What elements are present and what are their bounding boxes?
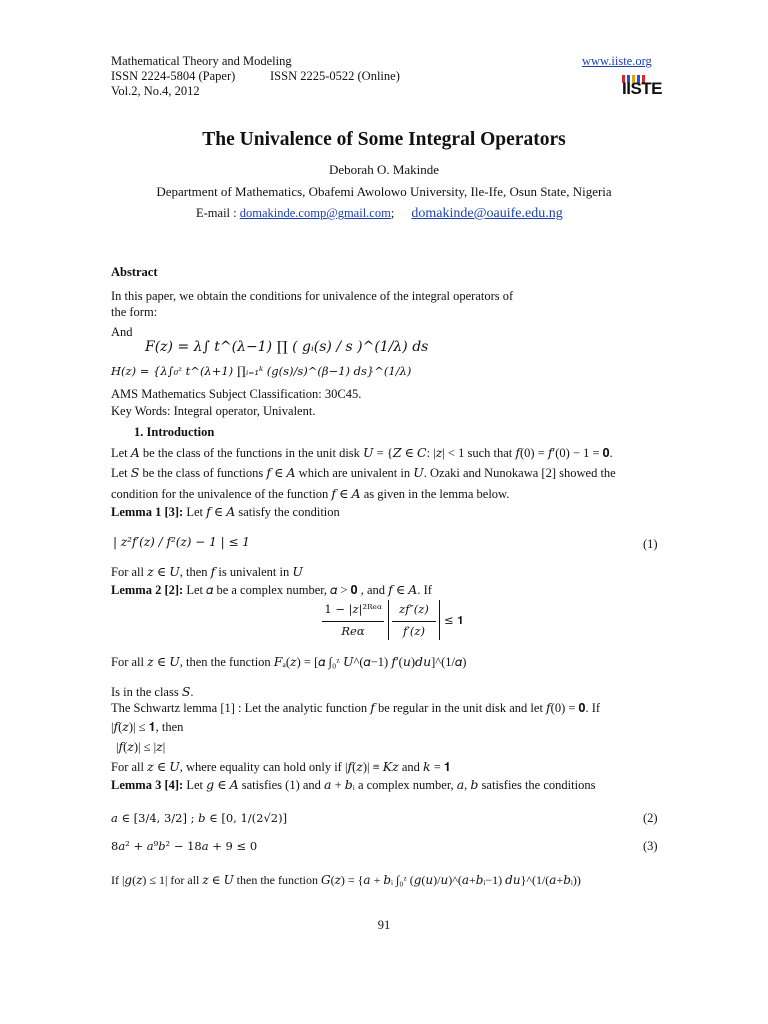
lemma-1	[111, 505, 340, 520]
lemma-2-inner-denominator: 𝑓′(𝑧)	[403, 624, 425, 638]
email-line	[196, 206, 563, 222]
intro-line-3: condition for the univalence of the function 𝑓 ∈ 𝐴 as given in the lemma below.	[111, 487, 510, 501]
section-heading-introduction: 1. Introduction	[134, 425, 215, 439]
equation-F: F(z) = λ∫ t^(λ−1) ∏ ( gᵢ(s) / s )^(1/λ) ds	[145, 339, 429, 355]
affiliation: Department of Mathematics, Obafemi Awolowo University, Ile-Ife, Osun State, Nigeria	[156, 184, 612, 199]
lemma-3-label: Lemma 3 [4]:	[111, 778, 184, 792]
lemma-2	[111, 583, 432, 598]
equation-2-number: (2)	[643, 811, 658, 825]
equation-1-number: (1)	[643, 537, 658, 551]
lemma-1-label: Lemma 1 [3]:	[111, 505, 184, 519]
fraction-bar	[322, 621, 384, 622]
class-s-line: Is in the class 𝑆.	[111, 685, 194, 699]
equation-1: | z²f′(z) / f²(z) − 1 | ≤ 1	[113, 535, 250, 549]
lemma-2-denominator: 𝑅𝑒𝛼	[341, 624, 365, 638]
lemma-2-rhs: ≤ 𝟏	[444, 613, 464, 627]
lemma-3	[111, 778, 595, 793]
abstract-and: And	[111, 325, 133, 339]
email-separator: ;	[390, 206, 395, 220]
equation-3: 8𝑎² + 𝑎⁹𝑏² − 18𝑎 + 9 ≤ 0	[111, 839, 258, 853]
iiste-logo	[622, 70, 662, 104]
schwartz-line-3: |𝑓(𝑧)| ≤ |𝑧|	[116, 740, 166, 754]
author-name: Deborah O. Makinde	[328, 162, 440, 177]
email-label: E-mail :	[196, 206, 240, 220]
abstract-heading: Abstract	[111, 265, 158, 279]
lemma-2-equation	[322, 602, 462, 642]
lemma-1-text: Let 𝑓 ∈ 𝐴 satisfy the condition	[183, 505, 340, 519]
journal-name: Mathematical Theory and Modeling	[111, 54, 292, 68]
equation-2: 𝑎 ∈ [3/4, 3/2] ; 𝑏 ∈ [0, 1/(2√2)]	[111, 811, 288, 825]
volume-info: Vol.2, No.4, 2012	[111, 84, 200, 98]
logo-text: IISTE	[622, 79, 663, 98]
keywords: Key Words: Integral operator, Univalent.	[111, 404, 316, 418]
paper-title: The Univalence of Some Integral Operators	[202, 129, 566, 150]
fraction-bar-inner	[392, 621, 436, 622]
schwartz-line-2: |𝑓(𝑧)| ≤ 𝟏, then	[111, 720, 184, 734]
intro-line-2: Let 𝑆 be the class of functions 𝑓 ∈ 𝐴 which are univalent in 𝑈. Ozaki and Nunokawa [2] showed the	[111, 466, 616, 480]
issn-paper: ISSN 2224-5804 (Paper)	[111, 69, 236, 83]
abs-bar-left	[388, 600, 389, 640]
equation-3-number: (3)	[643, 839, 658, 853]
email-link-2[interactable]: domakinde@oauife.edu.ng	[411, 206, 563, 221]
issn-online: ISSN 2225-0522 (Online)	[270, 69, 400, 83]
for-all-1: For all 𝑧 ∈ 𝑈, then 𝑓 is univalent in 𝑈	[111, 565, 303, 579]
lemma-2-text: Let 𝛼 be a complex number, 𝛼 > 𝟎 , and 𝑓 ∈ 𝐴. If	[183, 583, 432, 597]
intro-line-1: Let 𝐴 be the class of the functions in the unit disk 𝑈 = {𝑍 ∈ 𝐶: |𝑧| < 1 such that 𝑓(0) = 𝑓′(0) − 1 = 𝟎.	[111, 446, 613, 460]
last-line: If |𝑔(𝑧) ≤ 1| for all 𝑧 ∈ 𝑈 then the function 𝐺(𝑧) = {𝑎 + 𝑏ᵢ ∫₀ᶻ (𝑔(𝑢)/𝑢)^(𝑎+𝑏ᵢ−1) 𝑑𝑢}^(1/(𝑎+𝑏ᵢ))	[111, 873, 581, 887]
abstract-line-2: the form:	[111, 305, 158, 319]
abstract-line-1: In this paper, we obtain the conditions for univalence of the integral operators of	[111, 289, 514, 303]
abs-bar-right	[439, 600, 440, 640]
schwartz-line-1: The Schwartz lemma [1] : Let the analytic function 𝑓 be regular in the unit disk and let 𝑓(0) = 𝟎. If	[111, 701, 601, 715]
ams-classification: AMS Mathematics Subject Classification: 30C45.	[111, 387, 362, 401]
schwartz-line-4: For all 𝑧 ∈ 𝑈, where equality can hold only if |𝑓(𝑧)| ≡ 𝐾𝑧 and 𝑘 = 𝟏	[111, 760, 451, 774]
page-number: 91	[377, 918, 391, 932]
lemma-2-inner-numerator: 𝑧𝑓″(𝑧)	[399, 602, 429, 616]
website-link[interactable]: www.iiste.org	[582, 54, 652, 68]
for-all-2: For all 𝑧 ∈ 𝑈, then the function 𝐹ₐ(𝑧) = [𝛼 ∫₀ᶻ 𝑈^(𝛼−1) 𝑓′(𝑢)𝑑𝑢]^(1/𝛼)	[111, 655, 467, 669]
equation-H: H(z) = {λ∫₀ᶻ t^(λ+1) ∏ᵢ₌₁ᵏ (g(s)/s)^(β−1) ds}^(1/λ)	[111, 364, 412, 378]
email-link-1[interactable]: domakinde.comp@gmail.com	[239, 206, 391, 220]
lemma-3-text: Let 𝑔 ∈ 𝐴 satisfies (1) and 𝑎 + 𝑏ᵢ a complex number, 𝑎, 𝑏 satisfies the conditions	[183, 778, 596, 792]
lemma-2-label: Lemma 2 [2]:	[111, 583, 184, 597]
lemma-2-numerator: 1 − |𝑧|²ᴿᵉᵅ	[324, 602, 382, 616]
